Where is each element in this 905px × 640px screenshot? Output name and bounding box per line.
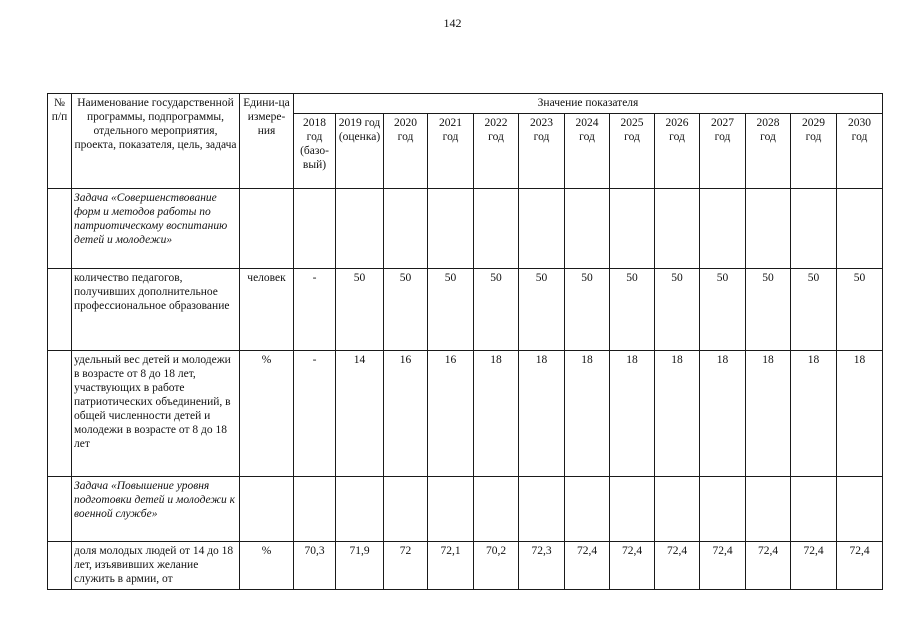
value-cell-8: 18	[655, 351, 700, 477]
value-cell-4: 70,2	[474, 542, 519, 590]
indicator-name: количество педагогов, получивших дополнительное профессиональное образование	[72, 269, 240, 351]
value-cell-12	[837, 477, 883, 542]
value-cell-0	[294, 189, 336, 269]
header-row-1	[48, 94, 883, 114]
value-cell-11: 18	[791, 351, 837, 477]
value-cell-2: 72	[384, 542, 428, 590]
row-num-cell	[48, 189, 72, 269]
header-num: № п/п	[48, 94, 72, 189]
header-year-7: 2025 год	[610, 114, 655, 189]
value-cell-9	[700, 477, 746, 542]
indicator-row	[48, 542, 883, 590]
value-cell-4: 18	[474, 351, 519, 477]
value-cell-6: 18	[565, 351, 610, 477]
value-cell-3	[428, 189, 474, 269]
value-cell-9: 50	[700, 269, 746, 351]
value-cell-0: 70,3	[294, 542, 336, 590]
task-row	[48, 477, 883, 542]
value-cell-2	[384, 189, 428, 269]
value-cell-8: 72,4	[655, 542, 700, 590]
value-cell-12: 72,4	[837, 542, 883, 590]
value-cell-7: 50	[610, 269, 655, 351]
row-num-cell	[48, 351, 72, 477]
header-year-8: 2026 год	[655, 114, 700, 189]
header-value-group: Значение показателя	[294, 94, 883, 114]
value-cell-7	[610, 189, 655, 269]
value-cell-7	[610, 477, 655, 542]
value-cell-1: 50	[336, 269, 384, 351]
value-cell-10	[746, 477, 791, 542]
value-cell-11: 50	[791, 269, 837, 351]
value-cell-6	[565, 477, 610, 542]
unit-cell	[240, 189, 294, 269]
indicator-row	[48, 269, 883, 351]
page-number: 142	[443, 16, 462, 30]
value-cell-2: 50	[384, 269, 428, 351]
value-cell-11	[791, 189, 837, 269]
value-cell-0	[294, 477, 336, 542]
value-cell-8	[655, 477, 700, 542]
unit-cell: %	[240, 542, 294, 590]
header-unit: Едини-ца измере-ния	[240, 94, 294, 189]
value-cell-10	[746, 189, 791, 269]
header-year-9: 2027 год	[700, 114, 746, 189]
value-cell-11: 72,4	[791, 542, 837, 590]
value-cell-2: 16	[384, 351, 428, 477]
value-cell-5: 50	[519, 269, 565, 351]
value-cell-0: -	[294, 351, 336, 477]
row-num-cell	[48, 477, 72, 542]
value-cell-6: 50	[565, 269, 610, 351]
value-cell-10: 18	[746, 351, 791, 477]
header-year-0: 2018 год (базо-вый)	[294, 114, 336, 189]
value-cell-6: 72,4	[565, 542, 610, 590]
value-cell-2	[384, 477, 428, 542]
value-cell-9	[700, 189, 746, 269]
value-cell-12: 18	[837, 351, 883, 477]
header-year-10: 2028 год	[746, 114, 791, 189]
value-cell-9: 18	[700, 351, 746, 477]
header-year-4: 2022 год	[474, 114, 519, 189]
task-name: Задача «Повышение уровня подготовки детей и молодежи к военной службе»	[72, 477, 240, 542]
value-cell-3: 72,1	[428, 542, 474, 590]
header-year-3: 2021 год	[428, 114, 474, 189]
header-year-2: 2020 год	[384, 114, 428, 189]
row-num-cell	[48, 269, 72, 351]
indicators-table	[47, 93, 883, 590]
value-cell-8: 50	[655, 269, 700, 351]
value-cell-6	[565, 189, 610, 269]
header-year-5: 2023 год	[519, 114, 565, 189]
value-cell-4	[474, 189, 519, 269]
header-year-1: 2019 год (оценка)	[336, 114, 384, 189]
value-cell-1	[336, 189, 384, 269]
unit-cell: %	[240, 351, 294, 477]
unit-cell	[240, 477, 294, 542]
header-year-11: 2029 год	[791, 114, 837, 189]
value-cell-10: 50	[746, 269, 791, 351]
value-cell-4	[474, 477, 519, 542]
value-cell-1: 71,9	[336, 542, 384, 590]
value-cell-12: 50	[837, 269, 883, 351]
value-cell-1: 14	[336, 351, 384, 477]
value-cell-5: 18	[519, 351, 565, 477]
indicator-name: удельный вес детей и молодежи в возрасте от 8 до 18 лет, участвующих в работе патриотических объединений, в общей численности детей и молодежи в возрасте от 8 до 18 лет	[72, 351, 240, 477]
unit-cell: человек	[240, 269, 294, 351]
header-name: Наименование государственной программы, подпрограммы, отдельного мероприятия, проекта, показателя, цель, задача	[72, 94, 240, 189]
value-cell-5	[519, 477, 565, 542]
task-row	[48, 189, 883, 269]
value-cell-5: 72,3	[519, 542, 565, 590]
value-cell-3: 50	[428, 269, 474, 351]
task-name: Задача «Совершенствование форм и методов работы по патриотическому воспитанию детей и молодежи»	[72, 189, 240, 269]
value-cell-3: 16	[428, 351, 474, 477]
header-year-6: 2024 год	[565, 114, 610, 189]
value-cell-1	[336, 477, 384, 542]
value-cell-7: 18	[610, 351, 655, 477]
value-cell-11	[791, 477, 837, 542]
value-cell-4: 50	[474, 269, 519, 351]
indicator-row	[48, 351, 883, 477]
value-cell-7: 72,4	[610, 542, 655, 590]
row-num-cell	[48, 542, 72, 590]
indicator-name: доля молодых людей от 14 до 18 лет, изъявивших желание служить в армии, от	[72, 542, 240, 590]
header-year-12: 2030 год	[837, 114, 883, 189]
value-cell-3	[428, 477, 474, 542]
value-cell-9: 72,4	[700, 542, 746, 590]
value-cell-10: 72,4	[746, 542, 791, 590]
value-cell-0: -	[294, 269, 336, 351]
value-cell-12	[837, 189, 883, 269]
value-cell-8	[655, 189, 700, 269]
value-cell-5	[519, 189, 565, 269]
